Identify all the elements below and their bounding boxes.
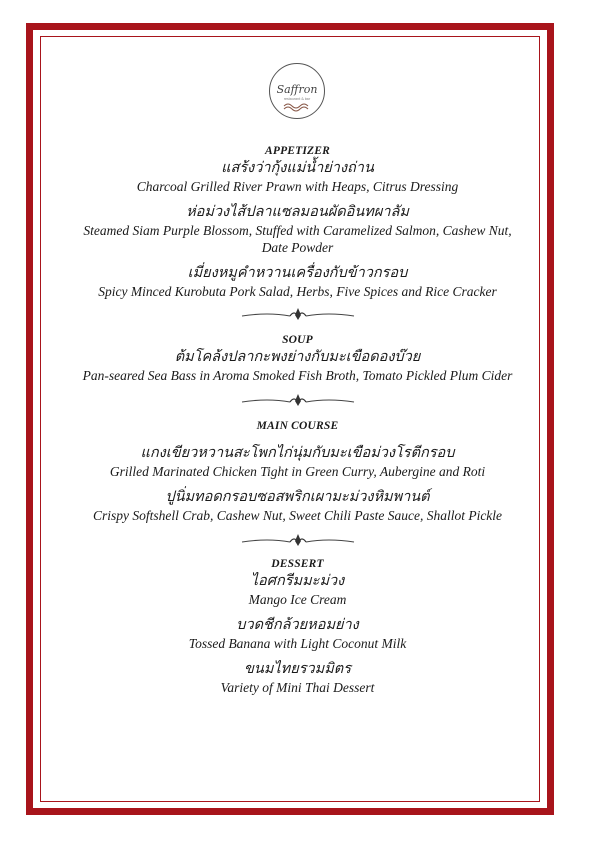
section-main-course: [40, 418, 555, 524]
section-title: MAIN COURSE: [256, 420, 339, 432]
logo-subtext: restaurant & bar: [283, 97, 311, 101]
section-title: SOUP: [282, 334, 313, 346]
section-title: DESSERT: [271, 558, 324, 570]
menu-content: [40, 143, 555, 696]
dish-thai: บวดชีกล้วยหอมย่าง: [236, 617, 359, 633]
dish-english: Pan-seared Sea Bass in Aroma Smoked Fish Broth, Tomato Pickled Plum Cider: [82, 368, 513, 383]
dish-thai: ขนมไทยรวมมิตร: [244, 661, 351, 677]
dish-thai: ไอศกรีมมะม่วง: [250, 573, 345, 589]
saffron-logo-icon: [268, 62, 326, 120]
dish-english: Variety of Mini Thai Dessert: [220, 680, 375, 695]
section-title: APPETIZER: [264, 145, 331, 157]
section-appetizer: [40, 143, 555, 300]
dish-thai: ปูนิ่มทอดกรอบซอสพริกเผามะม่วงหิมพานต์: [165, 489, 430, 505]
dish-english: Crispy Softshell Crab, Cashew Nut, Sweet Chili Paste Sauce, Shallot Pickle: [92, 508, 503, 523]
dish-thai: แกงเขียวหวานสะโพกไก่นุ่มกับมะเขือม่วงโรตีกรอบ: [140, 445, 455, 461]
dish-thai: เมี่ยงหมูคำหวานเครื่องกับข้าวกรอบ: [187, 265, 408, 281]
dish-english: Date Powder: [261, 240, 334, 255]
dish-english: Grilled Marinated Chicken Tight in Green Curry, Aubergine and Roti: [109, 464, 486, 479]
ornament-divider-icon: [238, 306, 358, 322]
dish-english: Mango Ice Cream: [248, 592, 347, 607]
ornament-divider-icon: [238, 532, 358, 548]
ornament-divider-icon: [238, 392, 358, 408]
section-dessert: [40, 556, 555, 696]
dish-thai: ห่อม่วงไส้ปลาแซลมอนผัดอินทผาลัม: [186, 204, 409, 220]
dish-thai: แสร้งว่ากุ้งแม่น้ำย่างถ่าน: [221, 160, 374, 176]
dish-english: Tossed Banana with Light Coconut Milk: [188, 636, 407, 651]
dish-english: Charcoal Grilled River Prawn with Heaps, Citrus Dressing: [136, 179, 459, 194]
dish-english: Spicy Minced Kurobuta Pork Salad, Herbs, Five Spices and Rice Cracker: [98, 284, 497, 299]
dish-english: Steamed Siam Purple Blossom, Stuffed with Caramelized Salmon, Cashew Nut,: [83, 223, 512, 238]
logo-text: Saffron: [276, 83, 318, 96]
dish-thai: ต้มโคล้งปลากะพงย่างกับมะเขือดองบ๊วย: [174, 349, 421, 365]
section-soup: [40, 332, 555, 384]
